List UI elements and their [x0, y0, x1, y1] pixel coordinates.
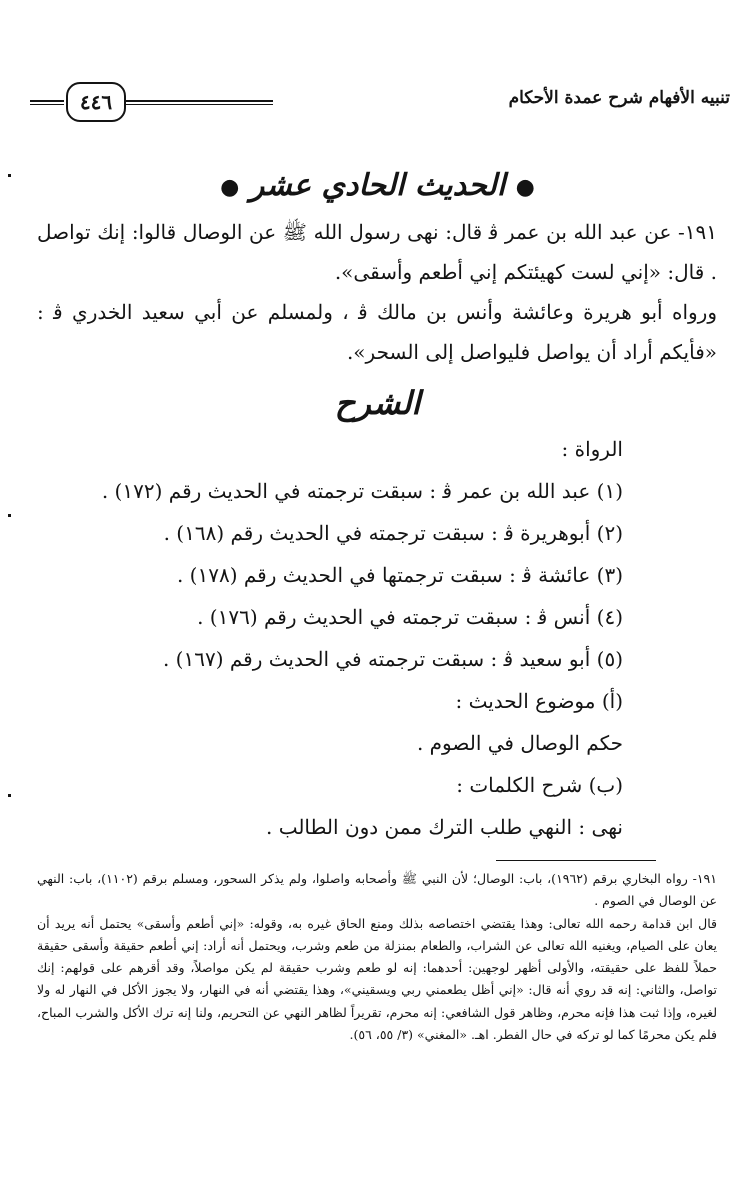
footnote-1: ١٩١- رواه البخاري برقم (١٩٦٢)، باب: الوصال؛ لأن النبي ﷺ وأصحابه واصلوا، ولم يذكر السحور، ومسلم برقم (١١٠٢)، باب: النهي عن الوصال في الصوم .	[37, 871, 717, 909]
word-definition: نهى : النهي طلب الترك ممن دون الطالب .	[265, 815, 623, 839]
bullet-icon: ●	[220, 174, 240, 200]
page-header	[30, 80, 730, 132]
margin-mark	[8, 794, 11, 797]
narrator-item: (٣) عائشة ﭬ : سبقت ترجمتها في الحديث رقم (١٧٨) .	[176, 563, 623, 587]
margin-mark	[8, 514, 11, 517]
narrator-item: (١) عبد الله بن عمر ﭬ : سبقت ترجمته في الحديث رقم (١٧٢) .	[101, 479, 623, 503]
hadith-title-text: الحديث الحادي عشر	[249, 168, 506, 203]
narrator-item: (٢) أبوهريرة ﭬ : سبقت ترجمته في الحديث رقم (١٦٨) .	[163, 521, 623, 545]
page-number: ٤٤٦	[66, 82, 126, 122]
narrator-item: (٥) أبو سعيد ﭬ : سبقت ترجمته في الحديث رقم (١٦٧) .	[162, 647, 623, 671]
topic-heading: (أ) موضوع الحديث :	[455, 689, 623, 713]
bullet-icon: ●	[515, 174, 535, 200]
header-rule-left	[30, 100, 64, 105]
book-title: تنبيه الأفهام شرح عمدة الأحكام	[508, 88, 730, 108]
hadith-paragraph-1: ١٩١- عن عبد الله بن عمر ﭬ قال: نهى رسول الله ﷺ عن الوصال قالوا: إنك تواصل . قال: «إني لست كهيئتكم إني أطعم وأسقى».	[37, 220, 717, 284]
narrators-heading: الرواة :	[561, 437, 623, 461]
topic-text: حكم الوصال في الصوم .	[416, 731, 623, 755]
footnote-divider	[496, 860, 656, 861]
commentary-section	[101, 428, 623, 848]
sharh-title: الشرح	[334, 384, 421, 422]
footnote-2: قال ابن قدامة رحمه الله تعالى: وهذا يقتضي اختصاصه بذلك ومنع الحاق غيره به، وقوله: «إني أطعم وأسقى» يحتمل أنه يريد أن يعان على الصيام، ويغنيه الله تعالى عن الشراب، والطعام بمنزلة من طعم وشرب، ويحتمل أنه أراد: إني أطعم حقيقة وأسقى حقيقة حملاً للفظ على حقيقته، والأولى أظهر لوجهين: أحدهما: إنه لو طعم وشرب حقيقة لم يكن مواصلاً، وقد أقرهم على قولهم: إنك تواصل، والثاني: إنه قد روي أنه قال: «إني أظل يطعمني ربي ويسقيني»، وهذا يقتضي أنه في النهار، ولا يجوز الأكل في النهار له ولا لغيره، وإذا ثبت هذا فإنه محرم، وظاهر قول الشافعي: إنه محرم، تقريراً لظاهر النهي عن التحريم، ولنا إنه ترك الأكل والشرب المباح، فلم يكن محرمًا كما لو تركه في حال الفطر. اهـ. «المغني» (٣/ ٥٥، ٥٦).	[37, 915, 717, 1043]
narrator-item: (٤) أنس ﭬ : سبقت ترجمته في الحديث رقم (١٧٦) .	[197, 605, 623, 629]
words-heading: (ب) شرح الكلمات :	[456, 773, 623, 797]
hadith-title	[0, 168, 755, 203]
hadith-paragraph-2: ورواه أبو هريرة وعائشة وأنس بن مالك ﭬ ، ولمسلم عن أبي سعيد الخدري ﭬ : «فأيكم أراد أن يواصل فليواصل إلى السحر».	[37, 300, 717, 364]
margin-mark	[8, 174, 11, 177]
footnotes	[37, 868, 717, 1046]
header-rule-middle	[125, 100, 273, 105]
